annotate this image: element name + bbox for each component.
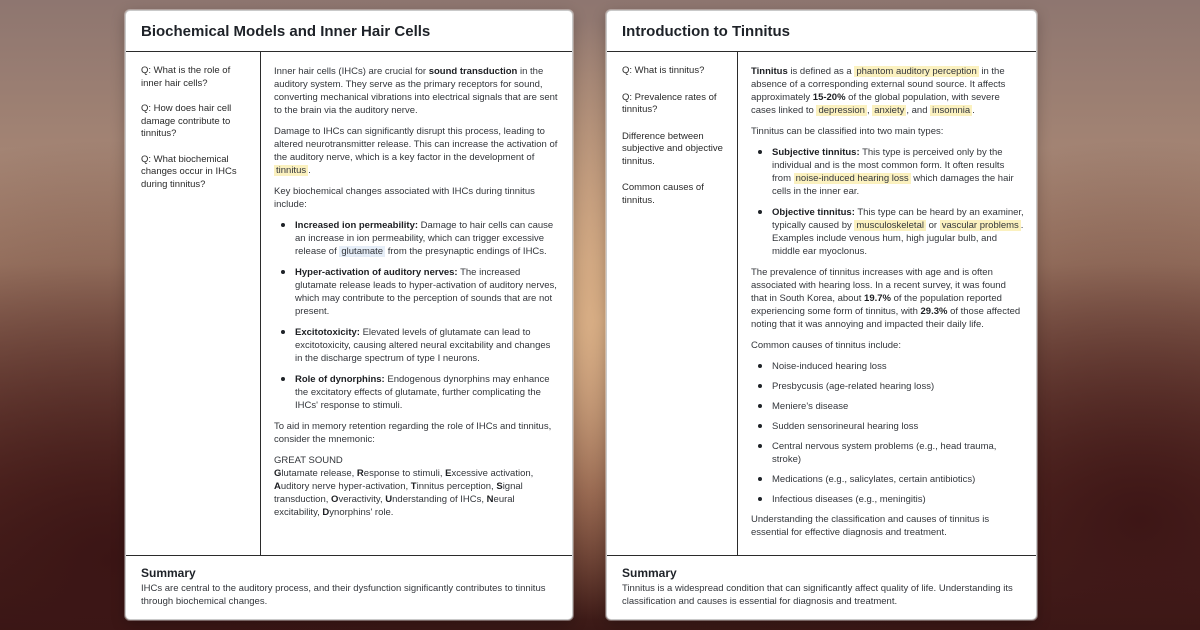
list-item: Role of dynorphins: Endogenous dynorphins may enhance the excitatory effects of glutamate, further complicating the IHCs' response to stimuli. [281, 373, 560, 412]
card-body [126, 52, 572, 556]
card-body [607, 52, 1036, 556]
causes-list [751, 360, 1024, 506]
paragraph-key-changes: Key biochemical changes associated with IHCs during tinnitus include: [274, 186, 535, 210]
highlight-term: anxiety [874, 105, 905, 116]
list-item: Increased ion permeability: Damage to hair cells can cause an increase in ion permeability, which can trigger excessive release of glutamate from the presynaptic endings of IHCs. [281, 219, 560, 258]
list-item: Subjective tinnitus: This type is perceived only by the individual and is the most common form. It often results from noise-induced hearing loss which damages the hair cells in the inner ear. [758, 146, 1024, 198]
highlight-term: tinnitus [276, 165, 307, 176]
paragraph-ihc-role: Inner hair cells (IHCs) are crucial for sound transduction in the auditory system. They serve as the primary receptors for sound, converting mechanical vibrations into electrical signals that are sent to the brain via the auditory nerve. [274, 66, 558, 116]
question-item: Common causes of tinnitus. [622, 182, 704, 206]
summary-title: Summary [622, 566, 677, 580]
highlight-term: phantom auditory perception [856, 66, 977, 77]
list-item: Presbycusis (age-related hearing loss) [758, 380, 1024, 393]
summary-title: Summary [141, 566, 196, 580]
summary-text: Tinnitus is a widespread condition that can significantly affect quality of life. Understanding its classification and causes is essential for diagnosis and treatment. [622, 583, 1013, 607]
paragraph-types-intro: Tinnitus can be classified into two main types: [751, 126, 944, 137]
paragraph-ihc-damage: Damage to IHCs can significantly disrupt this process, leading to altered neurotransmitter release. This can increase the activation of the auditory nerve, which is a key factor in the development of tinnitus . [274, 126, 558, 176]
highlight-term: vascular problems [941, 220, 1019, 231]
paragraph-mnemonic-intro: To aid in memory retention regarding the role of IHCs and tinnitus, consider the mnemonic: [274, 421, 552, 445]
card-biochemical-models [125, 10, 573, 620]
question-item: Q: What is the role of inner hair cells? [141, 65, 231, 89]
answer-column [738, 52, 1036, 555]
paragraph-conclusion: Understanding the classification and causes of tinnitus is essential for effective diagnosis and treatment. [751, 514, 990, 538]
summary-section [141, 566, 560, 608]
mnemonic-text: Glutamate release, Response to stimuli, Excessive activation, Auditory nerve hyper-activation, Tinnitus perception, Signal transduction, Overactivity, Understanding of IHCs, Neural excitability, Dynorphins' role. [274, 468, 534, 518]
tinnitus-types-list [751, 146, 1024, 258]
card-title: Biochemical Models and Inner Hair Cells [141, 22, 431, 40]
paragraph-causes-intro: Common causes of tinnitus include: [751, 340, 901, 351]
list-item: Medications (e.g., salicylates, certain antibiotics) [758, 473, 1024, 486]
list-item: Infectious diseases (e.g., meningitis) [758, 493, 1024, 506]
paragraph-definition: Tinnitus is defined as a phantom auditory perception in the absence of a corresponding external sound source. It affects approximately 15-20% of the global population, with severe cases linked to depression , anxiety , and insomnia . [751, 66, 1006, 116]
card-intro-tinnitus [606, 10, 1037, 620]
card-header [607, 11, 1036, 52]
highlight-term: musculoskeletal [856, 220, 924, 231]
questions-column [126, 52, 261, 555]
highlight-term: glutamate [341, 246, 384, 257]
highlight-term: depression [818, 105, 865, 116]
list-item: Noise-induced hearing loss [758, 360, 1024, 373]
mnemonic-title: GREAT SOUND [274, 455, 343, 466]
list-item: Sudden sensorineural hearing loss [758, 420, 1024, 433]
question-item: Q: What is tinnitus? [622, 65, 705, 76]
biochemical-changes-list [274, 219, 560, 412]
card-header [126, 11, 572, 52]
list-item: Excitotoxicity: Elevated levels of glutamate can lead to excitotoxicity, causing altered neural excitability and changes in the discharge spectrum of type I neurons. [281, 326, 560, 365]
questions-column [607, 52, 738, 555]
paragraph-prevalence: The prevalence of tinnitus increases with age and is often associated with hearing loss. In a recent survey, it was found that in South Korea, about 19.7% of the population reported experiencing some form of tinnitus, with 29.3% of those affected noting that it was annoying and impacted their daily life. [751, 267, 1021, 330]
list-item: Objective tinnitus: This type can be heard by an examiner, typically caused by musculoskeletal or vascular problems . Examples include venous hum, high jugular bulb, and middle ear myoclonus. [758, 206, 1024, 258]
summary-text: IHCs are central to the auditory process, and their dysfunction significantly contributes to tinnitus through biochemical changes. [141, 583, 546, 607]
question-item: Q: What biochemical changes occur in IHCs during tinnitus? [141, 153, 237, 190]
question-item: Q: How does hair cell damage contribute to tinnitus? [141, 103, 232, 139]
list-item: Meniere's disease [758, 400, 1024, 413]
question-item: Difference between subjective and objective tinnitus. [622, 130, 723, 167]
list-item: Central nervous system problems (e.g., head trauma, stroke) [758, 440, 1024, 466]
summary-section [622, 566, 1024, 608]
answer-column [261, 52, 572, 555]
highlight-term: noise-induced hearing loss [795, 173, 909, 184]
list-item: Hyper-activation of auditory nerves: The increased glutamate release leads to hyper-activation of auditory nerves, which may contribute to the perception of sounds that are not present. [281, 266, 560, 318]
question-item: Q: Prevalence rates of tinnitus? [622, 91, 717, 115]
card-title: Introduction to Tinnitus [622, 22, 791, 40]
highlight-term: insomnia [932, 105, 971, 116]
